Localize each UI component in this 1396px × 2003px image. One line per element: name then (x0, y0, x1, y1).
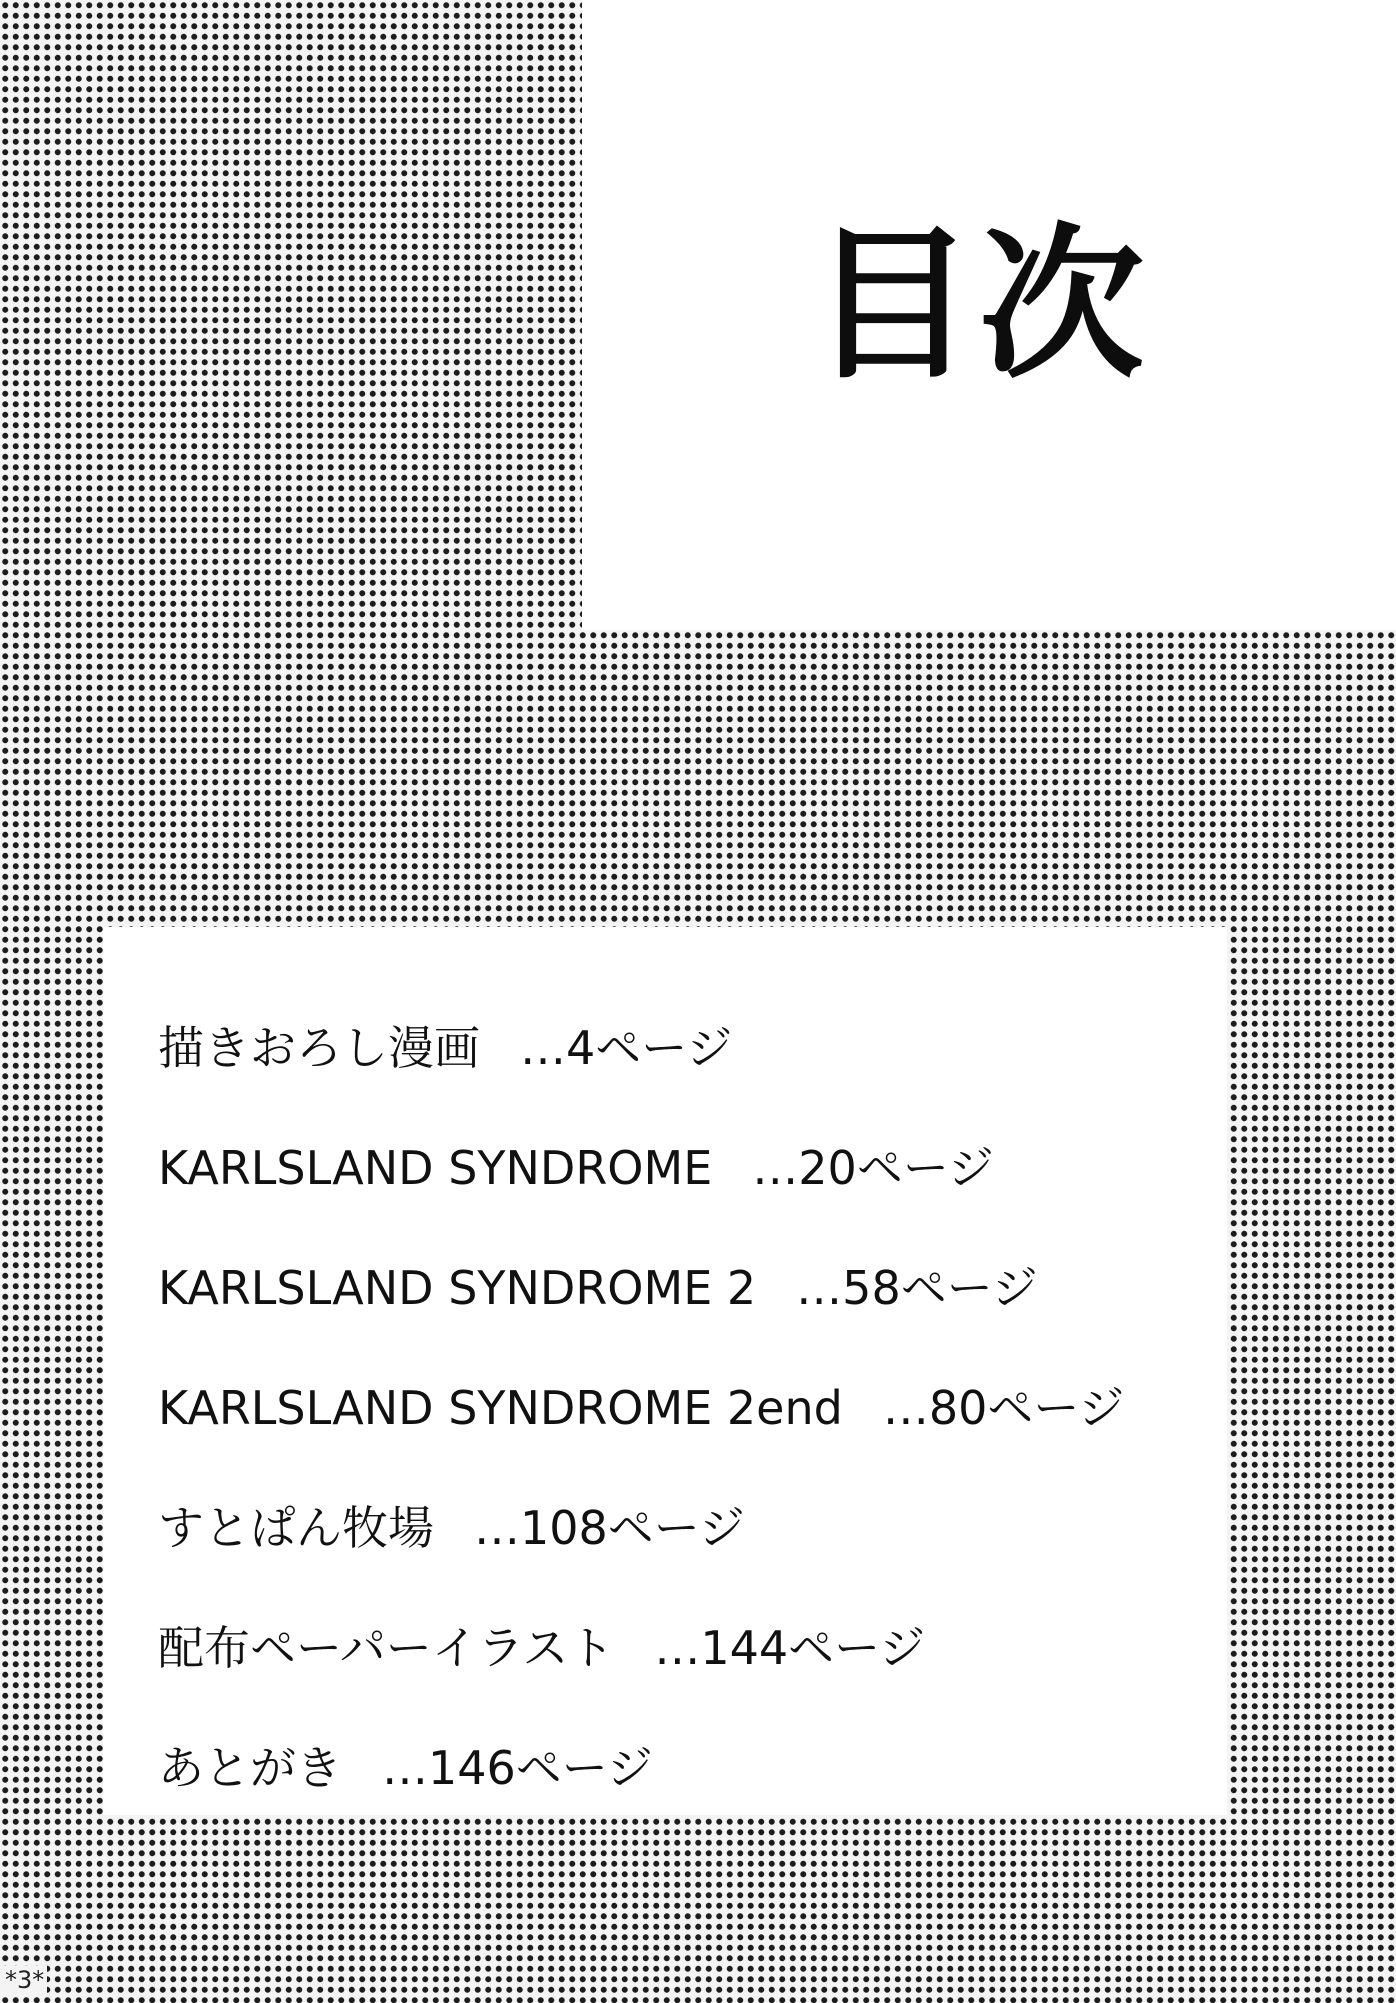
toc-item-label: KARLSLAND SYNDROME 2 (158, 1261, 757, 1315)
toc-item-page: …146ページ (382, 1741, 653, 1795)
toc-item (158, 1708, 1124, 1828)
toc-item (158, 1588, 1124, 1708)
toc-item (158, 1348, 1124, 1468)
toc-item (158, 988, 1124, 1108)
toc-item-label: 配布ペーパーイラスト (158, 1621, 615, 1675)
toc-item-label: KARLSLAND SYNDROME (158, 1141, 713, 1195)
page-number: *3* (2, 1966, 47, 1994)
toc-item (158, 1108, 1124, 1228)
toc-item (158, 1468, 1124, 1588)
page-title: 目次 (810, 209, 1148, 401)
toc-item-page: …108ページ (474, 1501, 745, 1555)
toc-item-label: KARLSLAND SYNDROME 2end (158, 1381, 843, 1435)
toc-list (158, 988, 1124, 1828)
toc-item-page: …80ページ (882, 1381, 1125, 1435)
toc-item-label: 描きおろし漫画 (158, 1021, 480, 1075)
toc-item-page: …58ページ (796, 1261, 1038, 1315)
toc-item-page: …144ページ (654, 1621, 926, 1675)
toc-item-label: あとがき (158, 1741, 342, 1795)
toc-item (158, 1228, 1124, 1348)
toc-item-label: すとぱん牧場 (158, 1501, 434, 1555)
toc-item-page: …4ページ (520, 1021, 733, 1075)
toc-item-page: …20ページ (752, 1141, 994, 1195)
